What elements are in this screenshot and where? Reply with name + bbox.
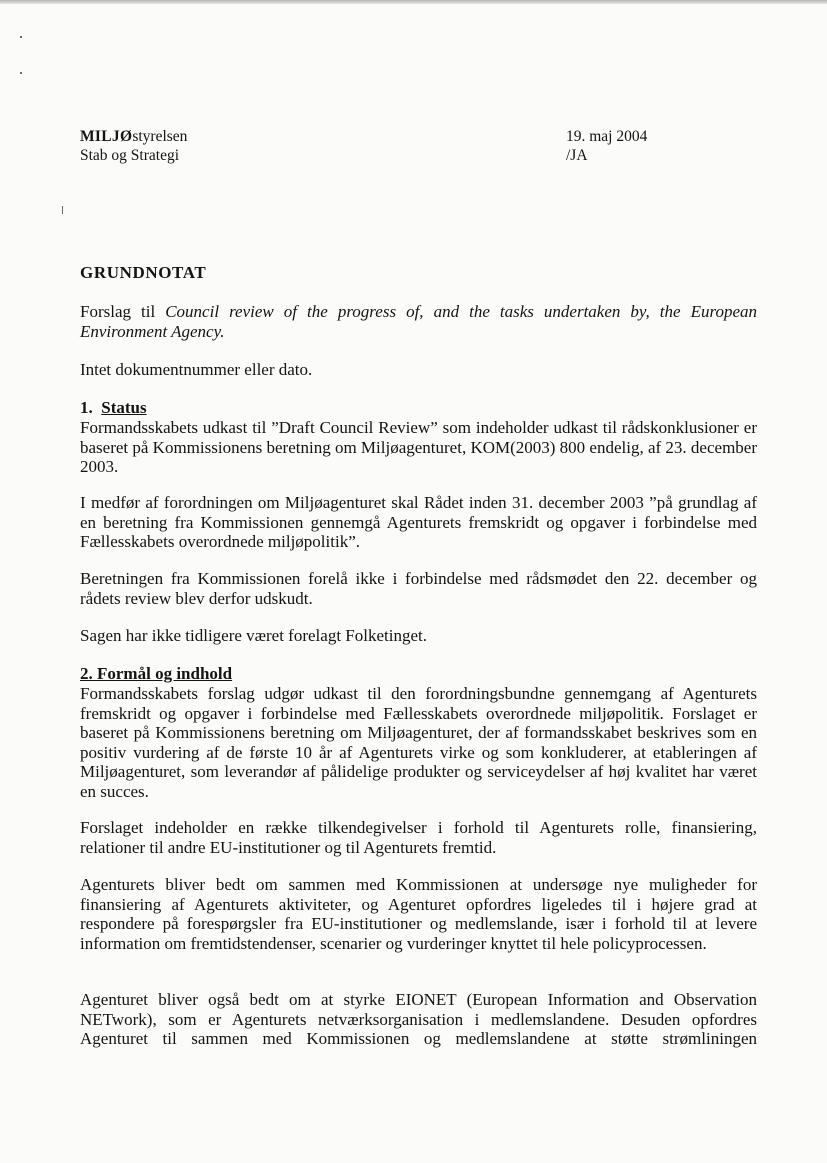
document-date: 19. maj 2004 [566, 128, 648, 145]
purpose-paragraph-3: Agenturets bliver bedt om sammen med Kommissionen at undersøge nye muligheder for finansiering af Agenturets aktiviteter, og Agenturet opfordres ligeledes til i højere grad at respondere på forespørgsler fra EU-institutioner og medlemslande, især i forhold til at levere information om fremtidstendenser, scenarier og vurderinger knyttet til hele policyprocessen. [80, 875, 757, 953]
section-heading-status: 1. Status [80, 398, 147, 417]
author-reference: /JA [566, 147, 588, 164]
scan-speck [20, 72, 22, 74]
no-document-note: Intet dokumentnummer eller dato. [80, 360, 313, 379]
status-paragraph-3: Beretningen fra Kommissionen forelå ikke i forbindelse med rådsmødet den 22. december og rådets review blev derfor udskudt. [80, 569, 757, 608]
purpose-paragraph-2: Forslaget indeholder en række tilkendegivelser i forhold til Agenturets rolle, finansiering, relationer til andre EU-institutioner og til Agenturets fremtid. [80, 818, 757, 857]
status-paragraph-2: I medfør af forordningen om Miljøagenturet skal Rådet inden 31. december 2003 ”på grundlag af en beretning fra Kommissionen gennemgå Agenturets fremskridt og opgaver i forbindelse med Fællesskabets overordnede miljøpolitik”. [80, 493, 757, 551]
proposal-intro: Forslag til Council review of the progress of, and the tasks undertaken by, the European Environment Agency. [80, 302, 757, 341]
organization-name: MILJØstyrelsen [80, 128, 188, 145]
purpose-paragraph-4: Agenturet bliver også bedt om at styrke EIONET (European Information and Observation NETwork), som er Agenturets netværksorganisation i medlemslandene. Desuden opfordres Agenturet til sammen med Kommissionen og medlemslandene at støtte strømliningen [80, 990, 757, 1048]
status-paragraph-4: Sagen har ikke tidligere været forelagt Folketinget. [80, 626, 427, 645]
document-title: GRUNDNOTAT [80, 263, 207, 282]
department-name: Stab og Strategi [80, 147, 180, 164]
page-top-edge [0, 0, 827, 4]
status-paragraph-1: Formandsskabets udkast til ”Draft Council Review” som indeholder udkast til rådskonklusioner er baseret på Kommissionens beretning om Miljøagenturet, KOM(2003) 800 endelig, af 23. december 2003. [80, 418, 757, 476]
scan-speck [20, 36, 22, 38]
purpose-paragraph-1: Formandsskabets forslag udgør udkast til den forordningsbundne gennemgang af Agenturets fremskridt og opgaver i forbindelse med Fællesskabets overordnede miljøpolitik. Forslaget er baseret på Kommissionens beretning om Miljøagenturet, der af formandsskabet beskrives som en positiv vurdering af de første 10 år af Agenturets virke og som konkluderer, at etableringen af Miljøagenturet, som leverandør af pålidelige produkter og serviceydelser af høj kvalitet har været en succes. [80, 684, 757, 801]
date-block [566, 127, 647, 165]
letterhead [80, 127, 187, 165]
scan-speck [62, 206, 63, 214]
section-heading-purpose: 2. Formål og indhold [80, 664, 233, 683]
